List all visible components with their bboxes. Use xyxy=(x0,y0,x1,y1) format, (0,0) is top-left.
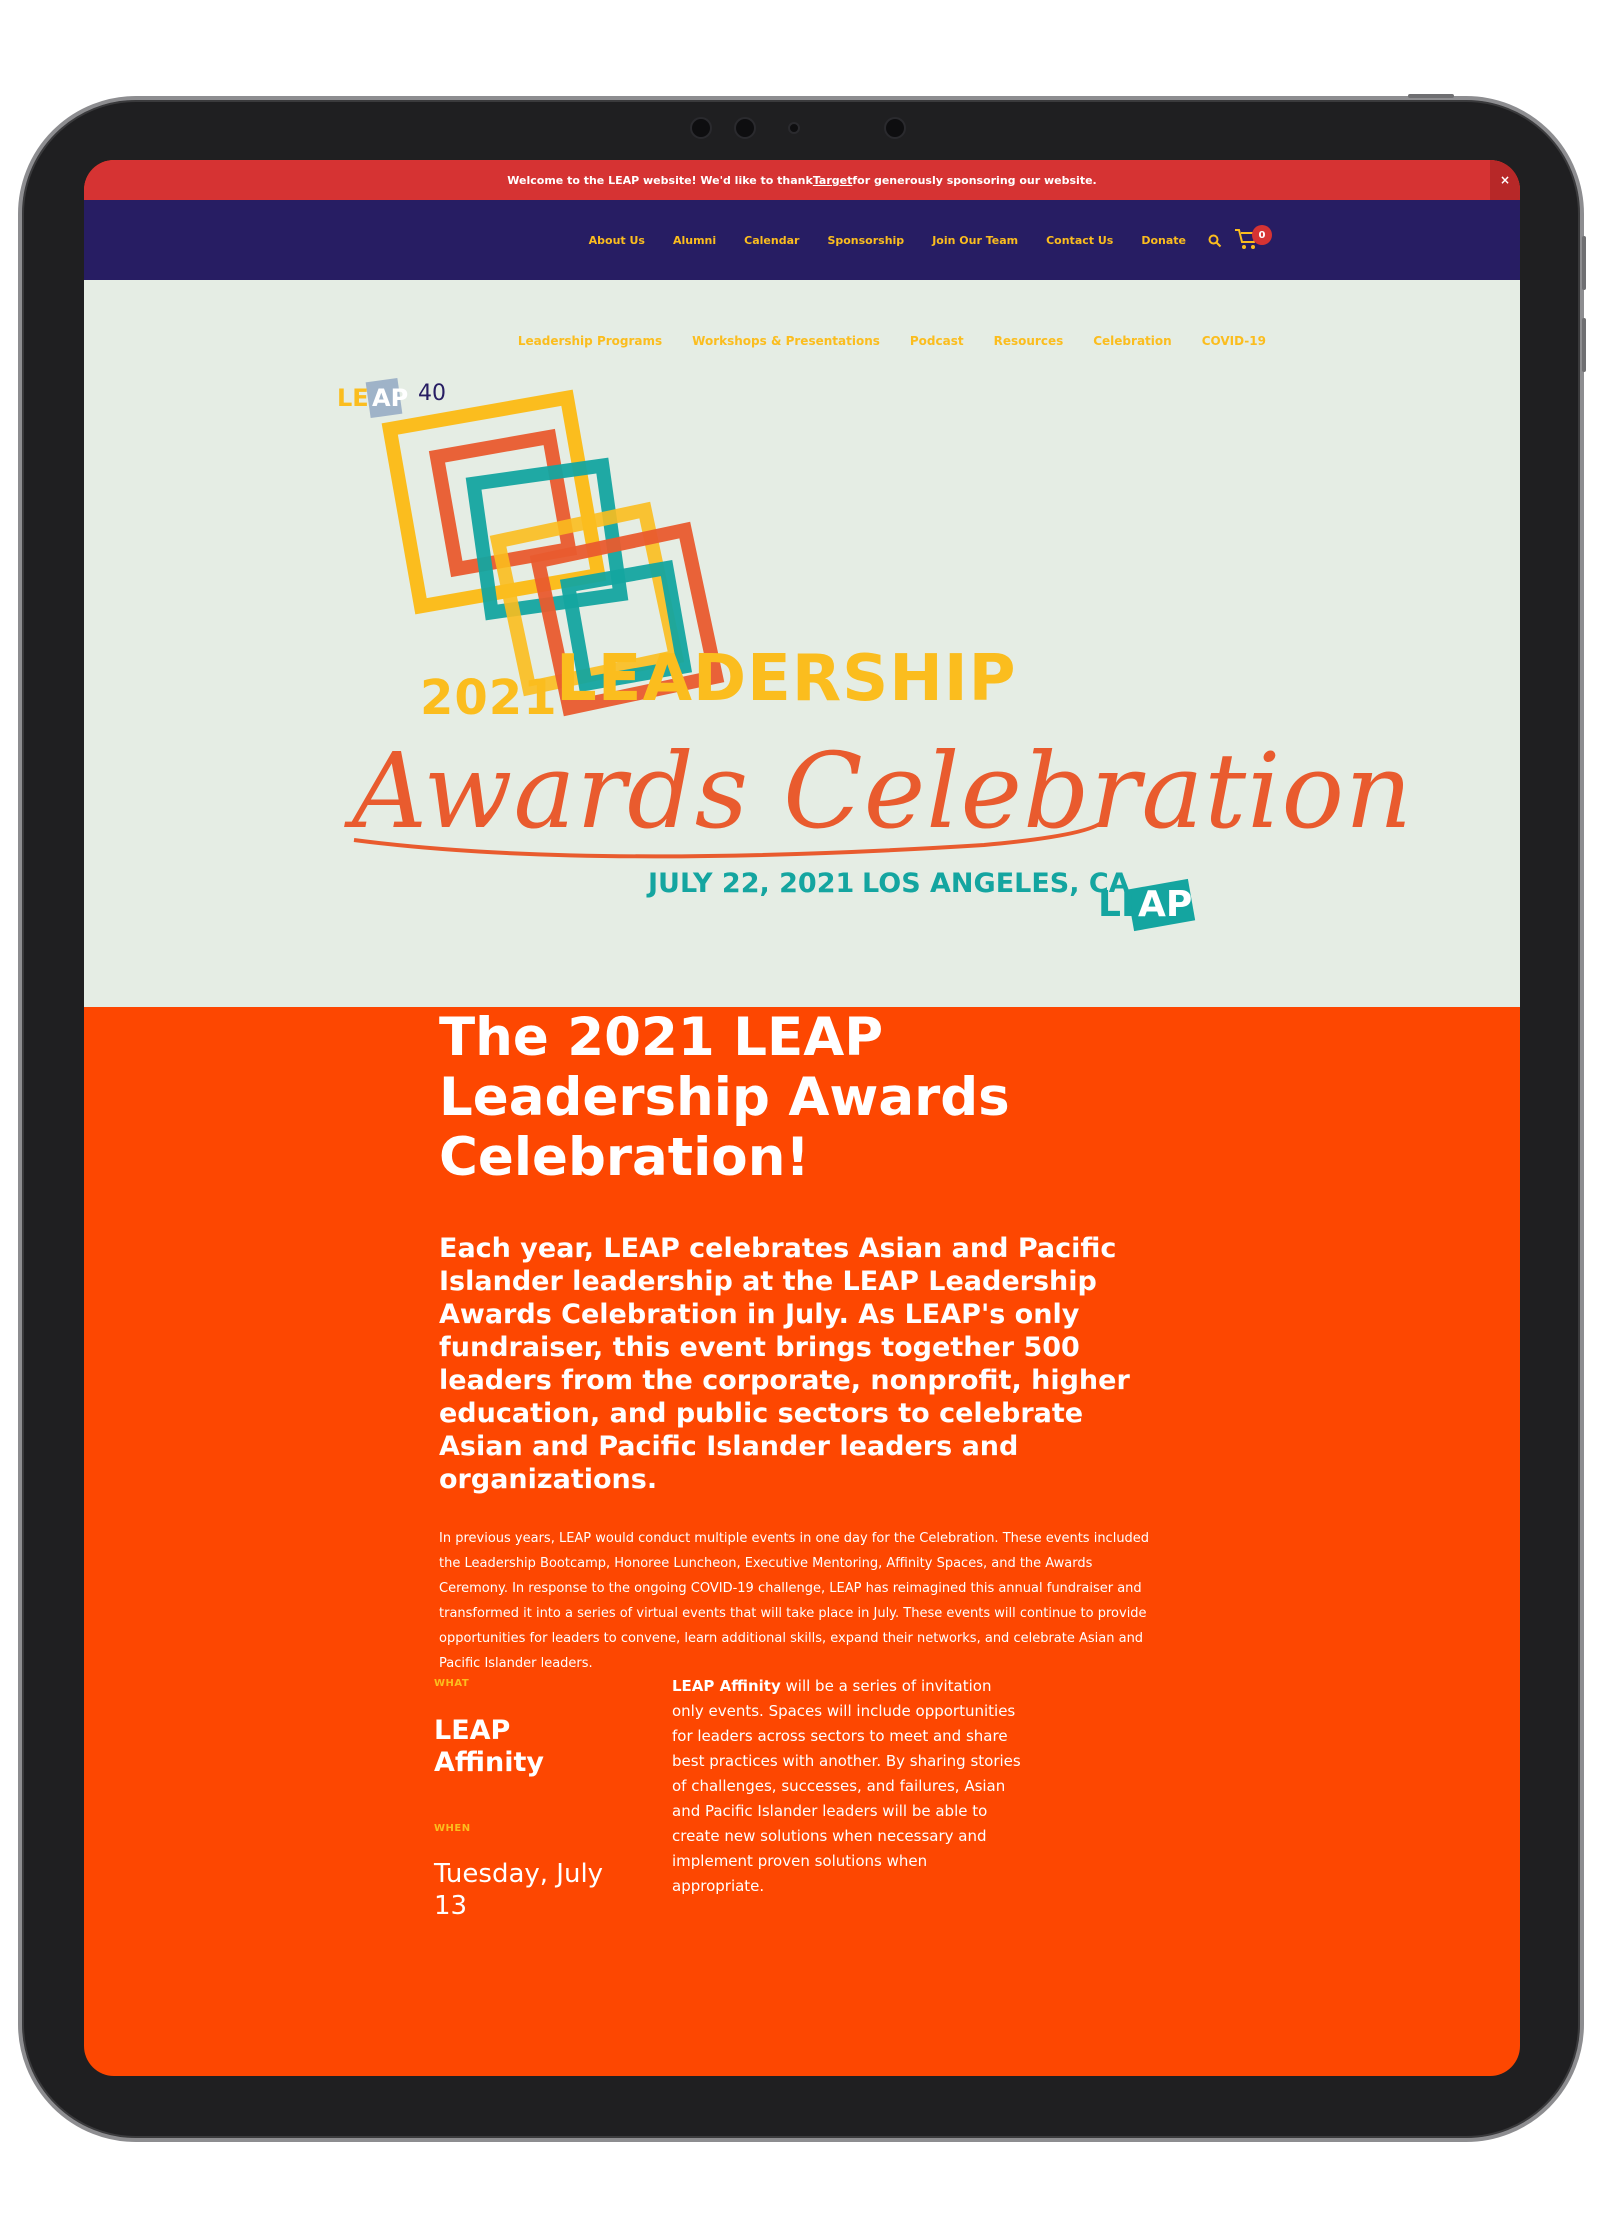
main-nav xyxy=(340,318,1266,364)
topnav-item-about[interactable]: About Us xyxy=(588,233,645,247)
topnav-item-donate[interactable]: Donate xyxy=(1141,233,1186,247)
nav-item-covid[interactable]: COVID-19 xyxy=(1201,334,1266,348)
sponsor-link[interactable]: Target xyxy=(812,173,853,187)
topnav-item-join[interactable]: Join Our Team xyxy=(932,233,1019,247)
svg-text:AP: AP xyxy=(1138,884,1193,925)
hero-year: 2021 xyxy=(420,670,558,726)
event-description xyxy=(672,1674,1022,1899)
hero-location: LOS ANGELES, CA xyxy=(862,868,1130,899)
hero-script-title: Awards Celebration xyxy=(352,730,1414,852)
search-icon[interactable] xyxy=(1208,233,1222,247)
when-value: Tuesday, July 13 xyxy=(434,1859,604,1921)
intro-section xyxy=(439,1008,1159,1676)
svg-text:AP: AP xyxy=(372,384,409,412)
topnav-item-sponsorship[interactable]: Sponsorship xyxy=(827,233,905,247)
page-title: The 2021 LEAP Leadership Awards Celebration! xyxy=(439,1007,1010,1188)
event-description-text: will be a series of invitation only events. Spaces will include opportunities for leaders across sectors to meet and share best practices with another. By sharing stories of challenges, successes, and failures, Asian and Pacific Islander leaders will be able to create new solutions when necessary and implement proven solutions when appropriate. xyxy=(672,1677,1021,1895)
event-description-name: LEAP Affinity xyxy=(672,1677,781,1695)
what-label: WHAT xyxy=(434,1678,470,1689)
intro-body: In previous years, LEAP would conduct multiple events in one day for the Celebration. These events included the Leadership Bootcamp, Honoree Luncheon, Executive Mentoring, Affinity Spaces, and the Awards Ceremony. In response to the ongoing COVID-19 challenge, LEAP has reimagined this annual fundraiser and transformed it into a series of virtual events that will take place in July. These events will continue to provide opportunities for leaders to convene, learn additional skills, expand their networks, and celebrate Asian and Pacific Islander leaders. xyxy=(439,1531,1150,1671)
topnav-item-alumni[interactable]: Alumni xyxy=(672,233,717,247)
nav-item-resources[interactable]: Resources xyxy=(993,334,1064,348)
nav-item-workshops[interactable]: Workshops & Presentations xyxy=(692,334,880,348)
nav-item-podcast[interactable]: Podcast xyxy=(909,334,964,348)
top-nav xyxy=(84,200,1520,280)
volume-up-button xyxy=(1582,236,1586,290)
announcement-text-before: Welcome to the LEAP website! We'd like to thank xyxy=(507,173,813,187)
camera-sensor xyxy=(734,117,756,139)
site-logo[interactable] xyxy=(340,318,466,364)
top-button xyxy=(1408,94,1454,98)
hero-date: JULY 22, 2021 xyxy=(648,868,855,899)
event-summary xyxy=(434,1678,614,1922)
hero-banner xyxy=(84,280,1520,1007)
when-label: WHEN xyxy=(434,1823,471,1834)
hero-leadership: LEADERSHIP xyxy=(556,642,1017,716)
close-icon: × xyxy=(1499,173,1511,187)
camera-sensor xyxy=(788,122,800,134)
camera-sensor xyxy=(884,117,906,139)
announcement-text-after: for generously sponsoring our website. xyxy=(852,173,1097,187)
cart-count-badge: 0 xyxy=(1252,225,1272,245)
svg-text:LE: LE xyxy=(337,384,369,412)
svg-text:40: 40 xyxy=(418,381,446,406)
announcement-bar xyxy=(84,160,1520,200)
browser-viewport xyxy=(84,160,1520,2076)
close-announcement-button[interactable] xyxy=(1490,160,1520,200)
topnav-item-calendar[interactable]: Calendar xyxy=(744,233,800,247)
svg-text:LE: LE xyxy=(1098,884,1146,925)
leap-40-logo-graphic xyxy=(337,378,446,418)
topnav-item-contact[interactable]: Contact Us xyxy=(1046,233,1114,247)
camera-sensor xyxy=(690,117,712,139)
cart-button[interactable] xyxy=(1234,227,1266,253)
nav-item-celebration[interactable]: Celebration xyxy=(1093,334,1172,348)
volume-down-button xyxy=(1582,318,1586,372)
nav-item-leadership-programs[interactable]: Leadership Programs xyxy=(517,334,663,348)
what-value: LEAP Affinity xyxy=(434,1715,544,1778)
intro-lede: Each year, LEAP celebrates Asian and Pacific Islander leadership at the LEAP Leadership Awards Celebration in July. As LEAP's only fundraiser, this event brings together 500 leaders from the corporate, nonprofit, higher education, and public sectors to celebrate Asian and Pacific Islander leaders and organizations. xyxy=(439,1233,1130,1495)
